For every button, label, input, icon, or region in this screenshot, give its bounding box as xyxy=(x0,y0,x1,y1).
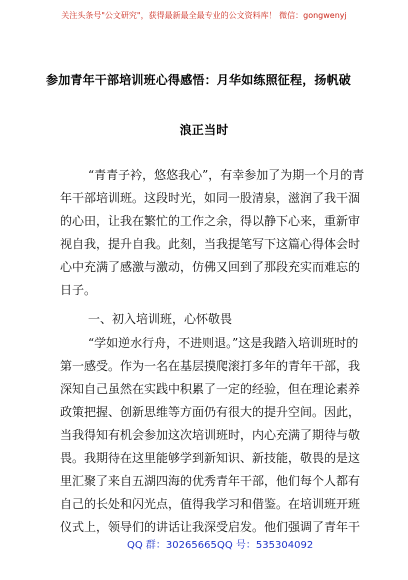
section-paragraph-line: 政策把握、创新思维等方面仍有很大的提升空间。因此， xyxy=(60,405,361,419)
header-banner: 关注头条号"公文研究"，获得最新最全最专业的公文资料库！ 微信：gongwenyj xyxy=(61,11,347,20)
section-heading: 一、初入培训班，心怀敬畏 xyxy=(88,312,233,326)
intro-paragraph-line: “青青子衿，悠悠我心”，有幸参加了为期一个月的青 xyxy=(88,168,365,182)
intro-paragraph-line: 日子。 xyxy=(60,283,97,297)
footer-qq-group: QQ 群：30265665 xyxy=(127,540,217,551)
document-title-line-2: 浪正当时 xyxy=(179,123,229,137)
intro-paragraph-line: 年干部培训班。这段时光，如同一股清泉，滋润了我干涸 xyxy=(60,191,361,205)
section-paragraph-line: “学如逆水行舟，不进则退。”这是我踏入培训班时的 xyxy=(88,336,359,350)
section-paragraph-line: 自己的长处和闪光点，值得我学习和借鉴。在培训班开班 xyxy=(60,497,361,511)
footer-qq-number: QQ 号：535304092 xyxy=(217,540,314,551)
document-title-line-1: 参加青年干部培训班心得感悟：月华如练照征程，扬帆破 xyxy=(46,73,352,87)
intro-paragraph-line: 心中充满了感激与激动，仿佛又回到了那段充实而难忘的 xyxy=(60,260,361,274)
section-paragraph-line: 深知自己虽然在实践中积累了一定的经验，但在理论素养 xyxy=(60,382,361,396)
section-paragraph-line: 仪式上，领导们的讲话让我深受启发。他们强调了青年干 xyxy=(60,520,361,534)
section-paragraph-line: 当我得知有机会参加这次培训班时，内心充满了期待与敬 xyxy=(60,428,361,442)
intro-paragraph-line: 视自我，提升自我。此刻，当我提笔写下这篇心得体会时 xyxy=(60,237,361,251)
section-paragraph-line: 畏。我期待在这里能够学到新知识、新技能，敬畏的是这 xyxy=(60,451,361,465)
intro-paragraph-line: 的心田，让我在繁忙的工作之余，得以静下心来，重新审 xyxy=(60,214,361,228)
section-paragraph-line: 第一感受。作为一名在基层摸爬滚打多年的青年干部，我 xyxy=(60,359,361,373)
section-paragraph-line: 里汇聚了来自五湖四海的优秀青年干部，他们每个人都有 xyxy=(60,474,361,488)
